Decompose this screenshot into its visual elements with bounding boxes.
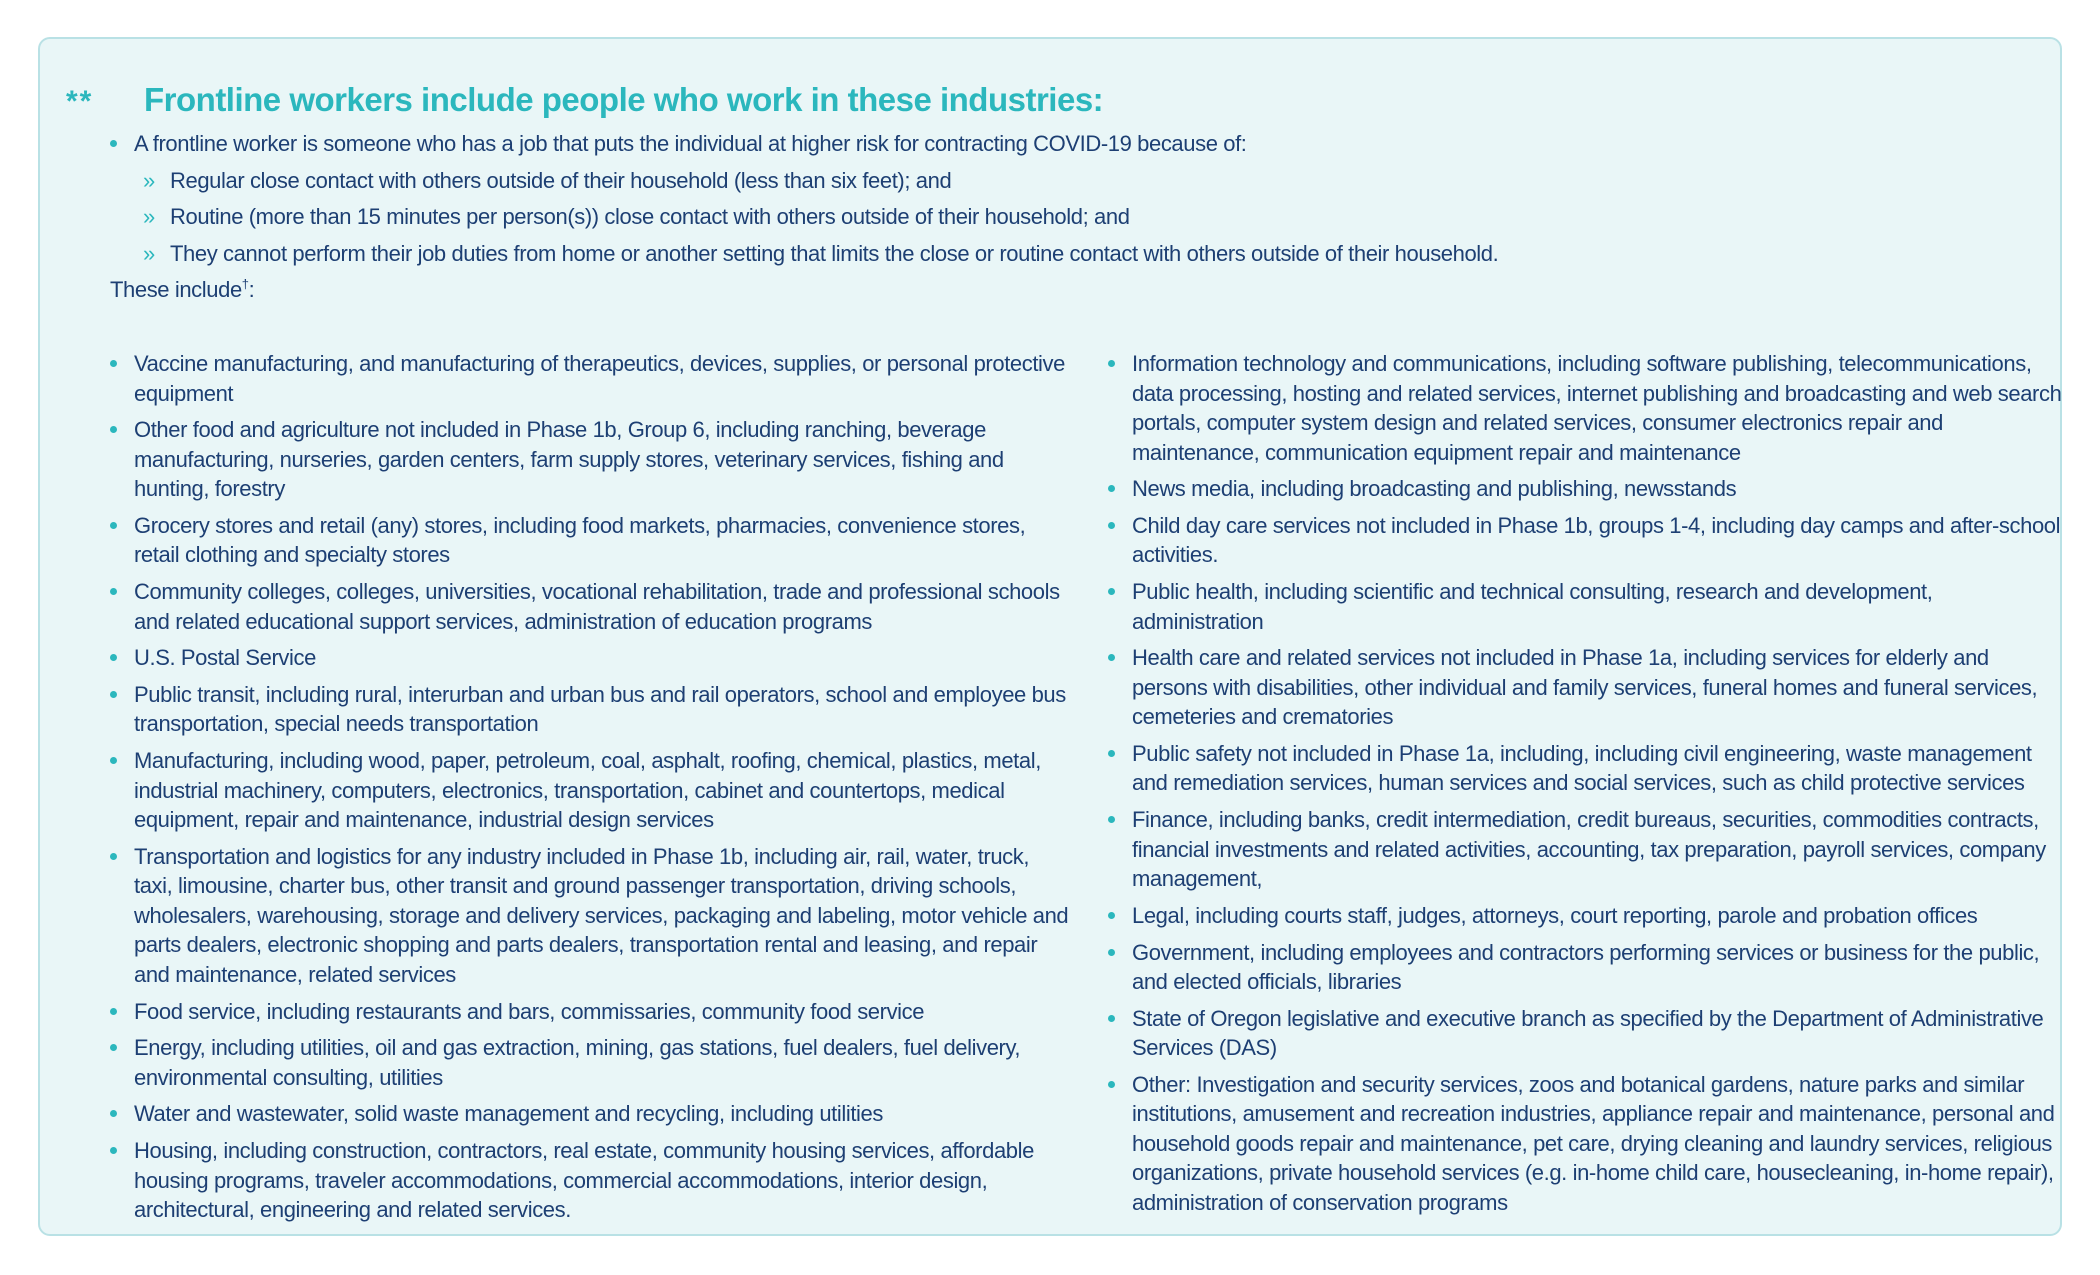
these-include-label xyxy=(110,275,2010,305)
industry-text: Vaccine manufacturing, and manufacturing of therapeutics, devices, supplies, or personal protective equipment xyxy=(134,351,1065,406)
industry-text: Community colleges, colleges, universities, vocational rehabilitation, trade and professional schools and related educational support services, administration of education programs xyxy=(134,579,1060,634)
industry-text: State of Oregon legislative and executive branch as specified by the Department of Administrative Services (DAS) xyxy=(1132,1005,2044,1061)
bullet-icon xyxy=(110,588,117,595)
chevron-right-icon: » xyxy=(143,204,155,229)
bullet-icon xyxy=(110,757,117,764)
industry-text: Food service, including restaurants and bars, commissaries, community food service xyxy=(134,998,925,1024)
industry-list-item xyxy=(110,577,1070,636)
industry-text: Housing, including construction, contractors, real estate, community housing services, affordable housing programs, traveler accommodations, commercial accommodations, interior design, architectural, engineering and related services. xyxy=(134,1138,1034,1223)
industry-list-item xyxy=(1108,474,2068,504)
bullet-icon xyxy=(110,1044,117,1051)
industry-text: Information technology and communications, including software publishing, telecommunications, data processing, hosting and related services, internet publishing and broadcasting and web search portals, computer system design and related services, consumer electronics repair and maintenance, communication equipment repair and maintenance xyxy=(1132,351,2062,465)
industry-list-item xyxy=(1108,901,2068,931)
dagger-footnote-marker: † xyxy=(241,276,249,292)
industry-list-item xyxy=(1108,938,2068,997)
industry-list-item xyxy=(110,1136,1070,1225)
industry-text: Finance, including banks, credit intermediation, credit bureaus, securities, commodities contracts, financial investments and related activities, accounting, tax preparation, payroll services, company management, xyxy=(1132,807,2046,892)
industry-list-item xyxy=(110,746,1070,835)
definition-item xyxy=(110,129,2010,159)
bullet-icon xyxy=(110,360,117,367)
chevron-right-icon: » xyxy=(143,167,155,193)
chevron-right-icon: » xyxy=(143,240,155,266)
industry-list-item xyxy=(1108,577,2068,636)
industry-text: News media, including broadcasting and publishing, newsstands xyxy=(1132,476,1737,502)
include-label-text: These include xyxy=(110,277,242,302)
industry-list-item xyxy=(1108,739,2068,798)
bullet-icon xyxy=(110,853,117,860)
industry-text: Water and wastewater, solid waste management and recycling, including utilities xyxy=(134,1101,883,1127)
industry-text: Child day care services not included in Phase 1b, groups 1-4, including day camps and after-school activities. xyxy=(1132,512,2061,568)
bullet-icon xyxy=(1108,654,1115,661)
industry-text: Public health, including scientific and technical consulting, research and development, administration xyxy=(1132,579,1933,634)
industry-list-item xyxy=(110,643,1070,673)
industry-text: Grocery stores and retail (any) stores, including food markets, pharmacies, convenience stores, retail clothing and specialty stores xyxy=(134,512,1026,568)
bullet-icon xyxy=(110,1110,117,1117)
industry-list-item xyxy=(1108,349,2068,467)
criteria-item xyxy=(110,202,2010,232)
industry-text: Energy, including utilities, oil and gas extraction, mining, gas stations, fuel dealers, fuel delivery, environmental consulting, utilities xyxy=(134,1035,1021,1090)
industry-list-item xyxy=(110,680,1070,739)
industry-text: Government, including employees and contractors performing services or business for the public, and elected officials, libraries xyxy=(1132,939,2040,994)
bullet-icon xyxy=(110,1008,117,1015)
industry-list-item xyxy=(110,415,1070,504)
industry-text: Other food and agriculture not included in Phase 1b, Group 6, including ranching, beverage manufacturing, nurseries, garden centers, farm supply stores, veterinary services, fishing and hunting, forestry xyxy=(134,417,1004,502)
frontline-workers-panel xyxy=(38,37,2062,1236)
bullet-icon xyxy=(110,691,117,698)
include-label-colon: : xyxy=(248,277,255,302)
section-title: Frontline workers include people who work in these industries: xyxy=(144,81,1104,118)
industry-text: U.S. Postal Service xyxy=(134,645,316,671)
bullet-icon xyxy=(1108,485,1115,492)
bullet-icon xyxy=(1108,750,1115,757)
bullet-icon xyxy=(1108,949,1115,956)
bullet-icon xyxy=(1108,522,1115,529)
bullet-icon xyxy=(1108,1015,1115,1022)
industry-list-item xyxy=(110,997,1070,1027)
criteria-text: Regular close contact with others outside of their household (less than six feet); and xyxy=(170,167,952,193)
industry-list-item xyxy=(110,1033,1070,1092)
criteria-item xyxy=(110,239,2010,269)
industry-list-item xyxy=(1108,805,2068,894)
industry-list-item xyxy=(110,1099,1070,1129)
intro-block xyxy=(110,129,2010,312)
bullet-icon xyxy=(110,654,117,661)
bullet-icon xyxy=(1108,588,1115,595)
bullet-icon xyxy=(110,522,117,529)
industries-right-column xyxy=(1108,349,2068,1225)
footnote-marker: ** xyxy=(66,85,94,118)
industry-list-item xyxy=(110,842,1070,990)
industry-text: Public transit, including rural, interurban and urban bus and rail operators, school and employee bus transportation, special needs transportation xyxy=(134,681,1066,737)
section-heading xyxy=(66,81,1103,119)
bullet-icon xyxy=(1108,1081,1115,1088)
industry-text: Legal, including courts staff, judges, attorneys, court reporting, parole and probation offices xyxy=(1132,902,1978,928)
industry-list-item xyxy=(1108,1004,2068,1063)
bullet-icon xyxy=(110,140,117,147)
industry-list-item xyxy=(1108,511,2068,570)
criteria-item xyxy=(110,166,2010,196)
bullet-icon xyxy=(110,1147,117,1154)
industry-text: Health care and related services not included in Phase 1a, including services for elderly and persons with disabilities, other individual and family services, funeral homes and funeral services, cemeteries and crematories xyxy=(1132,645,2038,730)
bullet-icon xyxy=(1108,360,1115,367)
industries-left-column xyxy=(110,349,1070,1232)
industry-list-item xyxy=(1108,1070,2068,1218)
industry-list-item xyxy=(110,349,1070,408)
bullet-icon xyxy=(1108,816,1115,823)
bullet-icon xyxy=(110,426,117,433)
criteria-text: Routine (more than 15 minutes per person(s)) close contact with others outside of their household; and xyxy=(170,204,1130,229)
industry-text: Transportation and logistics for any industry included in Phase 1b, including air, rail, water, truck, taxi, limousine, charter bus, other transit and ground passenger transportation, driving schools, wholesalers, warehousing, storage and delivery services, packaging and labeling, motor vehicle and parts dealers, electronic shopping and parts dealers, transportation rental and leasing, and repair and maintenance, related services xyxy=(134,843,1069,987)
industry-text: Manufacturing, including wood, paper, petroleum, coal, asphalt, roofing, chemical, plastics, metal, industrial machinery, computers, electronics, transportation, cabinet and countertops, medical equipment, repair and maintenance, industrial design services xyxy=(134,748,1041,833)
criteria-text: They cannot perform their job duties from home or another setting that limits the close or routine contact with others outside of their household. xyxy=(170,240,1499,266)
industry-text: Other: Investigation and security services, zoos and botanical gardens, nature parks and similar institutions, amusement and recreation industries, appliance repair and maintenance, personal and household goods repair and maintenance, pet care, drying cleaning and laundry services, religious organizations, private household services (e.g. in-home child care, housecleaning, in-home repair), administration of conservation programs xyxy=(1132,1071,2055,1215)
definition-text: A frontline worker is someone who has a job that puts the individual at higher risk for contracting COVID-19 because of: xyxy=(134,131,1247,156)
industry-list-item xyxy=(1108,643,2068,732)
bullet-icon xyxy=(1108,912,1115,919)
industry-list-item xyxy=(110,511,1070,570)
industry-text: Public safety not included in Phase 1a, including, including civil engineering, waste management and remediation services, human services and social services, such as child protective services xyxy=(1132,740,2032,796)
